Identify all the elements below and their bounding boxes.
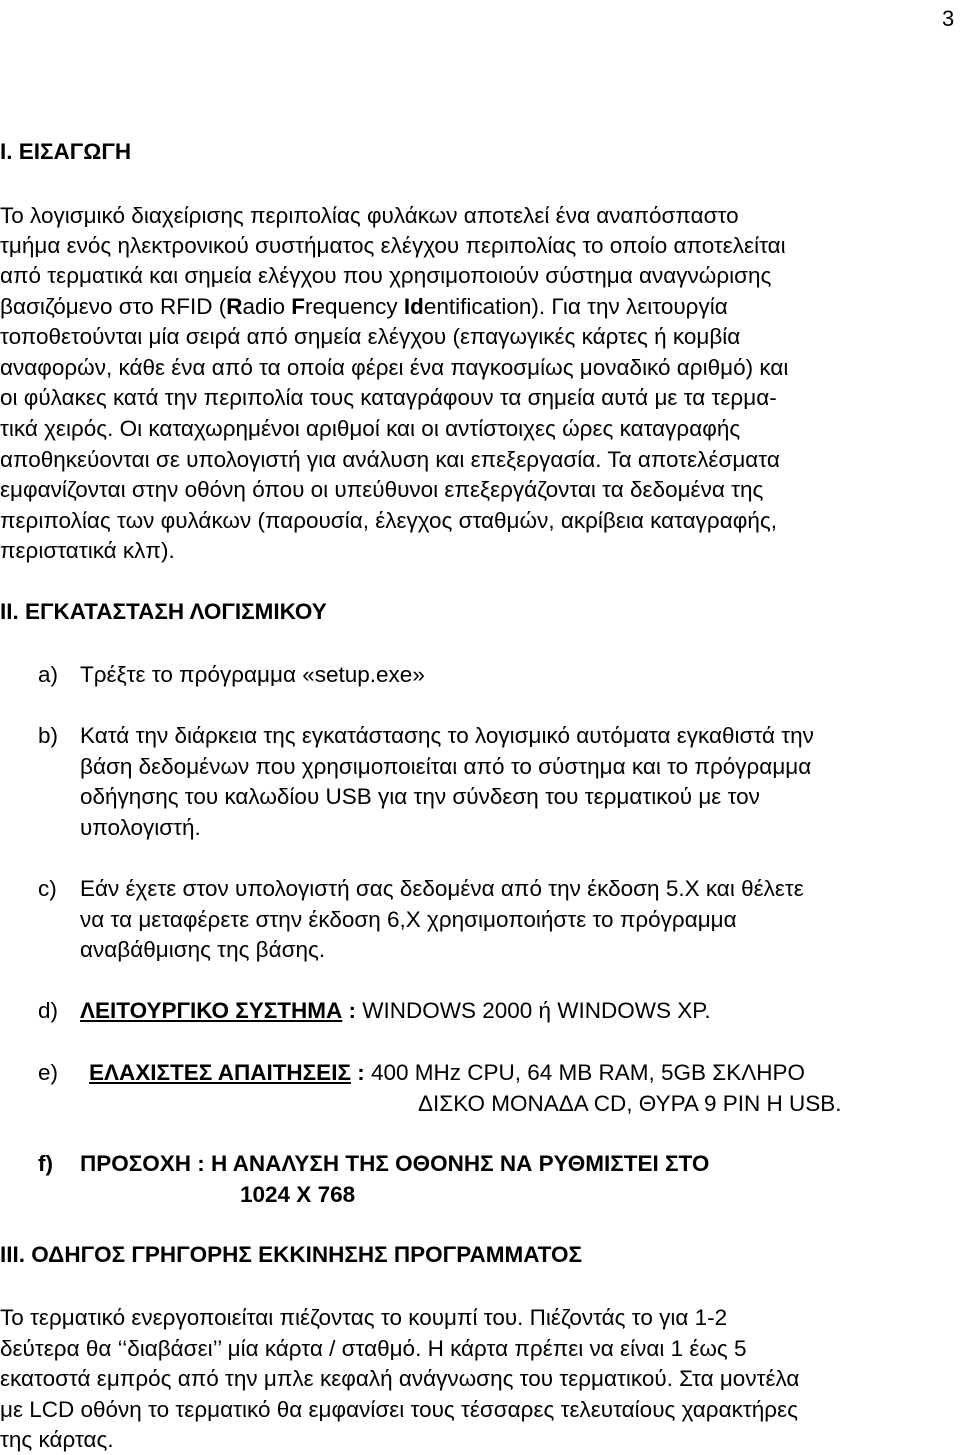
paragraph-line: εκατοστά εμπρός από την μπλε κεφαλή ανάγνωσης του τερματικού. Στα μοντέλα — [0, 1366, 800, 1391]
resolution-value: 1024 Χ 768 — [240, 1182, 356, 1207]
resolution-warning: ΠΡΟΣΟΧΗ : Η ΑΝΑΛΥΣΗ ΤΗΣ ΟΘΟΝΗΣ ΝΑ ΡΥΘΜΙΣΤΕΙ ΣΤΟ — [80, 1151, 710, 1176]
text-run: entification). Για την λειτουργία — [423, 294, 728, 319]
paragraph-line: περιστατικά κλπ). — [0, 538, 175, 563]
text-run-bold: R — [226, 294, 243, 319]
text-run: requency — [305, 294, 404, 319]
list-item-label: c) — [38, 876, 57, 901]
list-item-text: υπολογιστή. — [80, 815, 201, 840]
list-item-text — [80, 998, 711, 1024]
list-item-text: να τα μεταφέρετε στην έκδοση 6,Χ χρησιμοποιήστε το πρόγραμμα — [80, 907, 737, 932]
paragraph-line: εμφανίζονται στην οθόνη όπου οι υπεύθυνοι επεξεργάζονται τα δεδομένα της — [0, 477, 764, 502]
paragraph-line: τοποθετούνται μία σειρά από σημεία ελέγχου (επαγωγικές κάρτες ή κομβία — [0, 324, 741, 349]
section-heading-quick-start: ΙΙΙ. ΟΔΗΓΟΣ ΓΡΗΓΟΡΗΣ ΕΚΚΙΝΗΣΗΣ ΠΡΟΓΡΑΜΜΑΤΟΣ — [0, 1242, 583, 1267]
paragraph-line: από τερματικά και σημεία ελέγχου που χρησιμοποιούν σύστημα αναγνώρισης — [0, 263, 772, 288]
paragraph-line: Το λογισμικό διαχείρισης περιπολίας φυλάκων αποτελεί ένα αναπόσπαστο — [0, 203, 739, 228]
text-run: βασιζόμενο στο RFID ( — [0, 294, 227, 319]
list-item-label: b) — [38, 723, 59, 748]
requirements-colon: : — [350, 1060, 365, 1085]
page-number: 3 — [942, 6, 955, 31]
section-heading-introduction: Ι. ΕΙΣΑΓΩΓΗ — [0, 139, 132, 164]
section-heading-installation: ΙΙ. ΕΓΚΑΤΑΣΤΑΣΗ ΛΟΓΙΣΜΙΚΟΥ — [0, 599, 327, 624]
requirements-value-continued: ΔΙΣΚΟ ΜΟΝΑΔΑ CD, ΘΥΡΑ 9 PIN Η USB. — [418, 1091, 842, 1116]
list-item-text: Τρέξτε το πρόγραμμα «setup.exe» — [80, 662, 425, 687]
list-item-text: βάση δεδομένων που χρησιμοποιείται από το σύστημα και το πρόγραμμα — [80, 754, 812, 779]
paragraph-line: αναφορών, κάθε ένα από τα οποία φέρει ένα παγκοσμίως μοναδικό αριθμό) και — [0, 355, 789, 380]
paragraph-line: δεύτερα θα ‘‘διαβάσει’’ μία κάρτα / σταθμό. Η κάρτα πρέπει να είναι 1 έως 5 — [0, 1336, 747, 1361]
os-value: WINDOWS 2000 ή WINDOWS XP. — [355, 998, 711, 1023]
paragraph-line: τικά χειρός. Οι καταχωρημένοι αριθμοί και οι αντίστοιχες ώρες καταγραφής — [0, 416, 741, 441]
list-item-label: e) — [38, 1060, 59, 1085]
text-run-bold: Id — [403, 294, 424, 319]
list-item-text — [89, 1060, 805, 1086]
os-label: ΛΕΙΤΟΥΡΓΙΚΟ ΣΥΣΤΗΜΑ — [80, 998, 343, 1023]
text-run-bold: F — [291, 294, 306, 319]
paragraph-line: οι φύλακες κατά την περιπολία τους καταγράφουν τα σημεία αυτά με τα τερμα- — [0, 385, 777, 410]
paragraph-line: περιπολίας των φυλάκων (παρουσία, έλεγχος σταθμών, ακρίβεια καταγραφής, — [0, 508, 777, 533]
text-run: adio — [242, 294, 292, 319]
list-item-label: a) — [38, 662, 59, 687]
paragraph-line — [0, 293, 728, 320]
requirements-value: 400 MHz CPU, 64 MB RAM, 5GB ΣΚΛΗΡΟ — [364, 1060, 806, 1085]
list-item-text: αναβάθμισης της βάσης. — [80, 937, 326, 962]
paragraph-line: τμήμα ενός ηλεκτρονικού συστήματος ελέγχου περιπολίας το οποίο αποτελείται — [0, 233, 786, 258]
list-item-text: Εάν έχετε στον υπολογιστή σας δεδομένα από την έκδοση 5.Χ και θέλετε — [80, 876, 804, 901]
list-item-text: Κατά την διάρκεια της εγκατάστασης το λογισμικό αυτόματα εγκαθιστά την — [80, 723, 814, 748]
requirements-label: ΕΛΑΧΙΣΤΕΣ ΑΠΑΙΤΗΣΕΙΣ — [89, 1060, 351, 1085]
paragraph-line: της κάρτας. — [0, 1427, 114, 1452]
list-item-label: f) — [38, 1151, 53, 1176]
paragraph-line: Το τερματικό ενεργοποιείται πιέζοντας το κουμπί του. Πιέζοντάς το για 1-2 — [0, 1305, 728, 1330]
list-item-label: d) — [38, 998, 59, 1023]
paragraph-line: αποθηκεύονται σε υπολογιστή για ανάλυση και επεξεργασία. Τα αποτελέσματα — [0, 447, 780, 472]
paragraph-line: με LCD οθόνη το τερματικό θα εμφανίσει τους τέσσαρες τελευταίους χαρακτήρες — [0, 1397, 798, 1422]
os-colon: : — [342, 998, 356, 1023]
list-item-text: οδήγησης του καλωδίου USB για την σύνδεση του τερματικού με τον — [80, 784, 760, 809]
